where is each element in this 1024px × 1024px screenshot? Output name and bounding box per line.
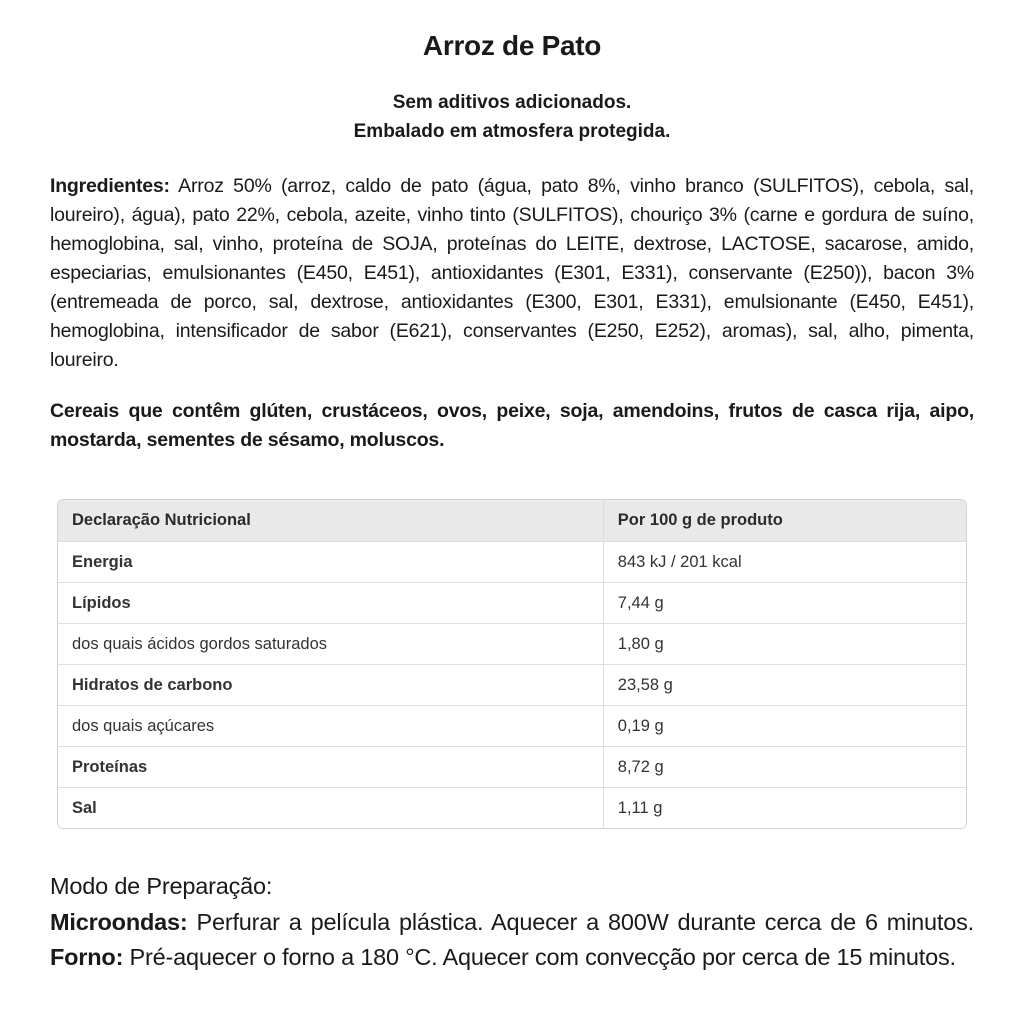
row-label: dos quais açúcares <box>72 716 215 735</box>
microwave-text: Perfurar a película plástica. Aquecer a 800W durante cerca de 6 minutos. <box>187 908 974 935</box>
table-row-hidratos-de-carbono <box>58 664 966 705</box>
row-value: 1,11 g <box>603 788 966 828</box>
row-label: Sal <box>72 798 97 817</box>
table-row-proteinas <box>58 746 966 787</box>
subtitle-line-1: Sem aditivos adicionados. <box>392 92 632 113</box>
preparation-section <box>50 869 974 976</box>
nutrition-header-value: Por 100 g de produto <box>603 500 966 541</box>
allergens-paragraph: Cereais que contêm glúten, crustáceos, ovos, peixe, soja, amendoins, frutos de casca rija, aipo, mostarda, sementes de sésamo, moluscos. <box>50 400 974 451</box>
row-label: Lípidos <box>72 593 131 612</box>
nutrition-table <box>57 499 967 829</box>
table-row-sal <box>58 787 966 828</box>
table-row-acidos-gordos-saturados <box>58 623 966 664</box>
nutrition-table-header-row <box>58 500 966 541</box>
ingredients-label: Ingredientes: <box>50 175 170 197</box>
preparation-heading: Modo de Preparação: <box>50 873 273 899</box>
oven-text: Pré-aquecer o forno a 180 °C. Aquecer com convecção por cerca de 15 minutos. <box>123 944 956 970</box>
row-value: 0,19 g <box>603 706 966 746</box>
row-value: 1,80 g <box>603 624 966 664</box>
row-label: Energia <box>72 552 133 571</box>
subtitle <box>50 88 974 146</box>
row-value: 843 kJ / 201 kcal <box>603 542 966 582</box>
ingredients-text: Arroz 50% (arroz, caldo de pato (água, pato 8%, vinho branco (SULFITOS), cebola, sal, loureiro), água), pato 22%, cebola, azeite, vinho tinto (SULFITOS), chouriço 3% (carne e gordura de suíno, hemoglobina, sal, vinho, proteína de SOJA, proteínas do LEITE, dextrose, LACTOSE, sacarose, amido, especiarias, emulsionantes (E450, E451), antioxidantes (E301, E331), conservante (E250)), bacon 3% (entremeada de porco, sal, dextrose, antioxidantes (E300, E301, E331), emulsionante (E450, E451), hemoglobina, intensificador de sabor (E621), conservantes (E250, E252), aromas), sal, alho, pimenta, loureiro. <box>50 175 974 371</box>
row-label: Hidratos de carbono <box>72 675 233 694</box>
table-row-acucares <box>58 705 966 746</box>
nutrition-header-label: Declaração Nutricional <box>72 511 251 529</box>
table-row-lipidos <box>58 582 966 623</box>
ingredients-paragraph <box>50 172 974 375</box>
row-label: dos quais ácidos gordos saturados <box>72 634 327 653</box>
table-row-energia <box>58 541 966 582</box>
row-label: Proteínas <box>72 757 148 776</box>
subtitle-line-2: Embalado em atmosfera protegida. <box>353 121 671 142</box>
page-title: Arroz de Pato <box>422 30 602 61</box>
oven-label: Forno: <box>50 944 124 970</box>
row-value: 23,58 g <box>603 665 966 705</box>
preparation-paragraph <box>50 905 974 976</box>
row-value: 7,44 g <box>603 583 966 623</box>
row-value: 8,72 g <box>603 747 966 787</box>
microwave-label: Microondas: <box>50 908 188 935</box>
